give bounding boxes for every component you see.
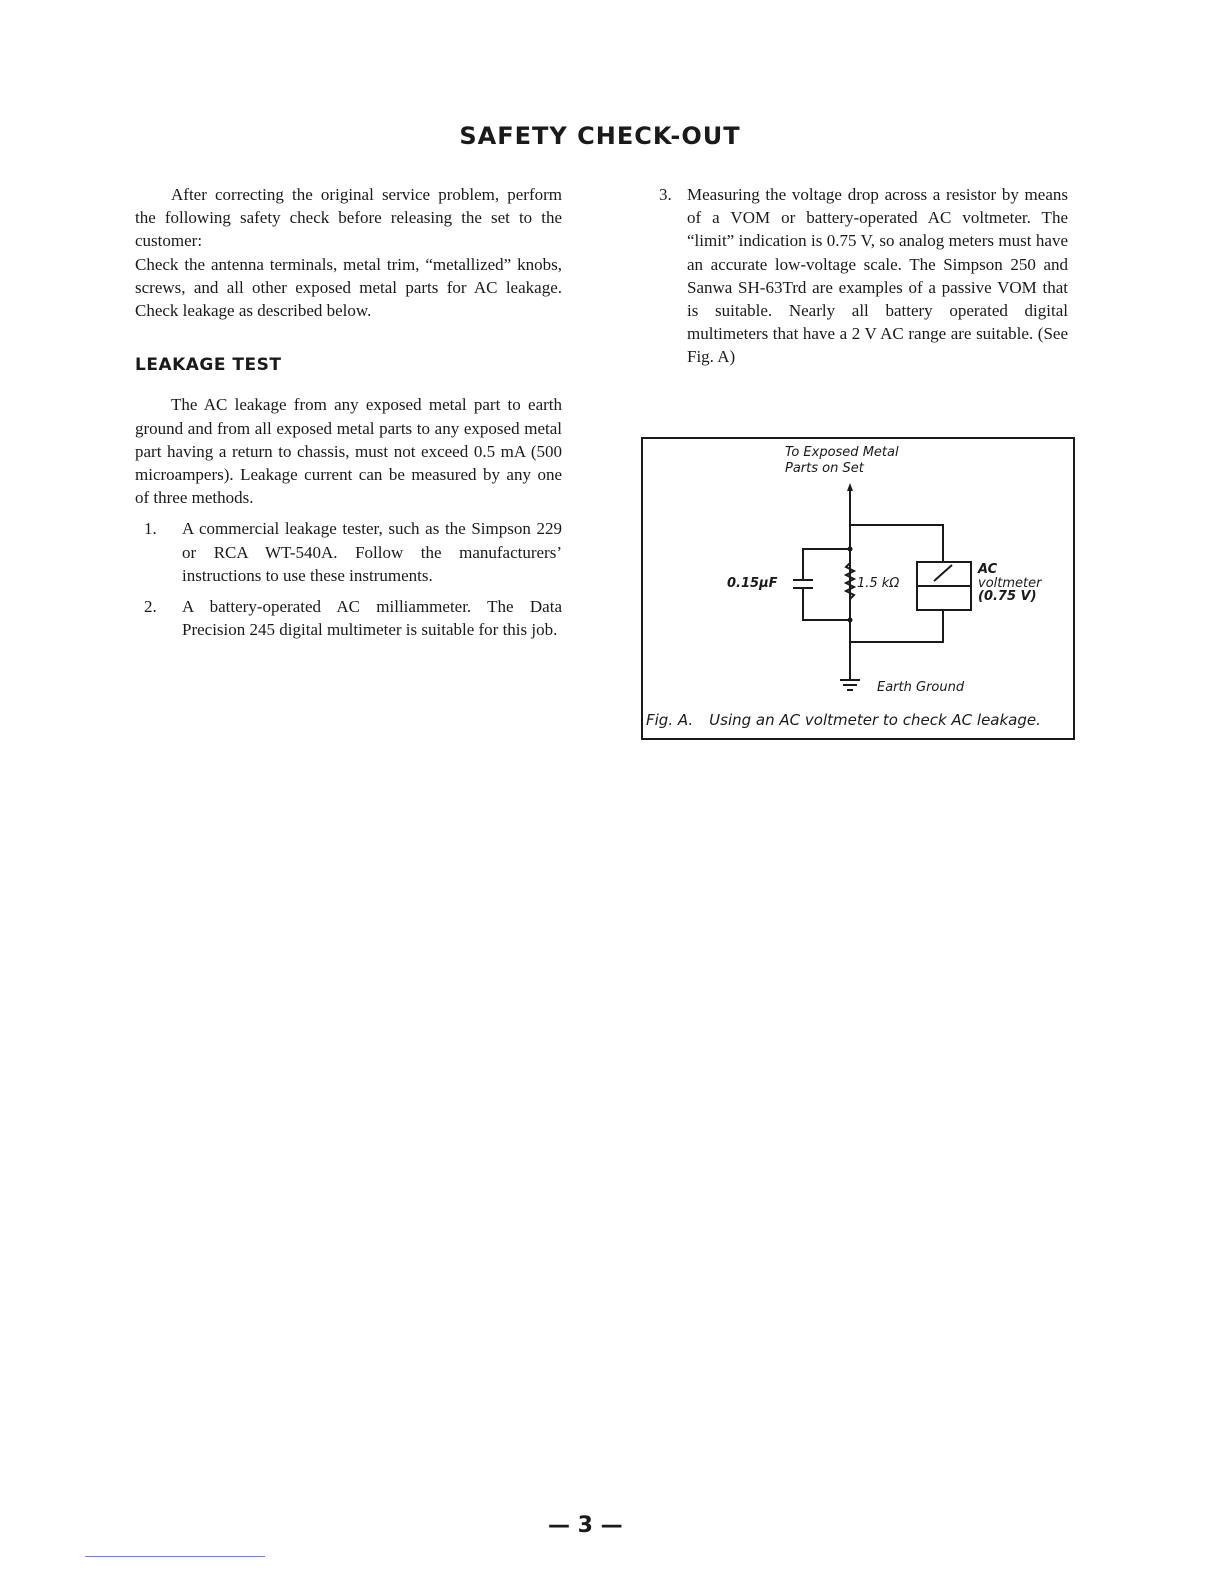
page-number: — 3 — — [548, 1513, 623, 1538]
caption-id: Fig. A. — [646, 711, 694, 729]
meter-label-line-2: voltmeter — [978, 576, 1042, 591]
list-item — [135, 517, 562, 587]
page-title: SAFETY CHECK-OUT — [459, 122, 741, 150]
meter-needle — [934, 565, 952, 581]
list-item — [135, 595, 562, 641]
capacitor-label: 0.15µF — [727, 576, 778, 591]
leakage-test-paragraph: The AC leakage from any exposed metal part to earth ground and from all exposed metal parts to any exposed metal part having a return to chassis, must not exceed 0.5 mA (500 microampers). Leakage current can be measured by any one of three methods. — [135, 395, 562, 508]
list-item-number: 1. — [144, 519, 157, 539]
resistor-label: 1.5 kΩ — [857, 576, 900, 591]
intro-paragraph-2: Check the antenna terminals, metal trim, “metallized” knobs, screws, and all other exposed metal parts for AC leakage. Check leakage as described below. — [135, 254, 562, 321]
figure-caption — [646, 711, 1041, 729]
top-label-line-1: To Exposed Metal — [785, 445, 899, 460]
right-column — [650, 183, 1068, 369]
leakage-test-heading: LEAKAGE TEST — [135, 355, 282, 376]
list-item-number: 2. — [144, 597, 157, 617]
left-column — [135, 183, 562, 641]
list-item-text: A commercial leakage tester, such as the Simpson 229 or RCA WT-540A. Follow the manufacturers’ instructions to use these instruments. — [182, 519, 562, 585]
capacitor-wire-top — [803, 549, 850, 579]
meter-label-line-3: (0.75 V) — [978, 589, 1037, 604]
intro-paragraph-1: After correcting the original service problem, perform the following safety check before releasing the set to the customer: — [135, 185, 562, 251]
list-item — [650, 183, 1068, 369]
capacitor-wire-bottom — [803, 589, 850, 620]
list-item-text: A battery-operated AC milliammeter. The Data Precision 245 digital multimeter is suitable for this job. — [182, 597, 562, 640]
footer-rule — [85, 1556, 265, 1557]
meter-label-line-1: AC — [978, 562, 998, 577]
list-item-number: 3. — [659, 185, 672, 204]
ground-label: Earth Ground — [877, 680, 965, 695]
figure-a — [641, 437, 1075, 740]
list-item-text: Measuring the voltage drop across a resistor by means of a VOM or battery-operated AC voltmeter. The “limit” indication is 0.75 V, so analog meters must have an accurate low-voltage scale. The Simpson 250 and Sanwa SH-63Trd are examples of a passive VOM that is suitable. Nearly all battery operated digital multimeters that have a 2 V AC range are suitable. (See Fig. A) — [687, 185, 1068, 367]
meter-wire-top — [850, 525, 943, 562]
resistor — [846, 563, 854, 599]
top-label-line-2: Parts on Set — [785, 461, 864, 476]
meter-wire-bottom — [850, 610, 943, 642]
caption-text: Using an AC voltmeter to check AC leakage. — [709, 711, 1041, 729]
